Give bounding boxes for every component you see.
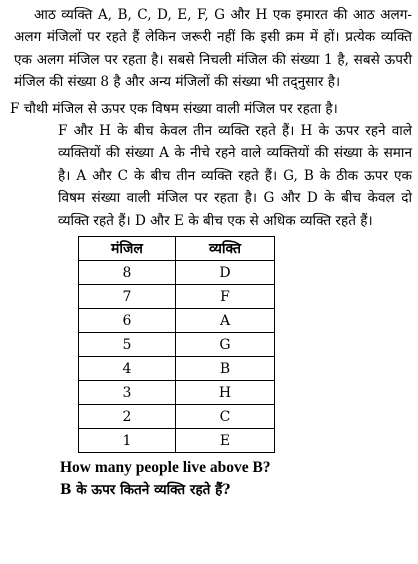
table-row — [79, 357, 275, 381]
person-cell: H — [176, 381, 275, 405]
floor-cell: 8 — [79, 261, 176, 285]
floor-cell: 4 — [79, 357, 176, 381]
condition-paragraph-2: F और H के बीच केवल तीन व्यक्ति रहते हैं। H के ऊपर रहने वाले व्यक्तियों की संख्या A के नीचे रहने वाले व्यक्तियों की संख्या के समान है। A और C के बीच तीन व्यक्ति रहते हैं। G, B के ठीक ऊपर एक विषम संख्या वाली मंजिल पर रहता है। G और D के बीच केवल दो व्यक्ति रहते हैं। D और E के बीच एक से अधिक व्यक्ति रहते हैं। — [58, 123, 412, 229]
table-row — [79, 261, 275, 285]
table-header-row — [79, 237, 275, 261]
person-cell: A — [176, 309, 275, 333]
floor-column-header: मंजिल — [79, 237, 176, 261]
floor-table — [78, 236, 275, 453]
intro-paragraph: आठ व्यक्ति A, B, C, D, E, F, G और H एक इमारत की आठ अलग-अलग मंजिलों पर रहते हैं लेकिन जरूरी नहीं कि इसी क्रम में हों। प्रत्येक व्यक्ति एक अलग मंजिल पर रहता है। सबसे निचली मंजिल की संख्या 1 है, सबसे ऊपरी मंजिल की संख्या 8 है और अन्य मंजिलों की संख्या भी तद्नुसार है। — [14, 7, 412, 91]
person-cell: C — [176, 405, 275, 429]
table-row — [79, 429, 275, 453]
person-cell: F — [176, 285, 275, 309]
floor-cell: 3 — [79, 381, 176, 405]
table-row — [79, 405, 275, 429]
floor-cell: 5 — [79, 333, 176, 357]
question-hindi: B के ऊपर कितने व्यक्ति रहते हैं? — [60, 482, 231, 499]
person-cell: D — [176, 261, 275, 285]
person-cell: B — [176, 357, 275, 381]
person-cell: E — [176, 429, 275, 453]
floor-cell: 2 — [79, 405, 176, 429]
table-row — [79, 285, 275, 309]
person-cell: G — [176, 333, 275, 357]
condition-paragraph-1: F चौथी मंजिल से ऊपर एक विषम संख्या वाली मंजिल पर रहता है। — [10, 100, 338, 117]
floor-cell: 1 — [79, 429, 176, 453]
table-row — [79, 309, 275, 333]
question-english: How many people live above B? — [60, 459, 271, 477]
table-row — [79, 333, 275, 357]
table-row — [79, 381, 275, 405]
floor-cell: 6 — [79, 309, 176, 333]
floor-cell: 7 — [79, 285, 176, 309]
person-column-header: व्यक्ति — [176, 237, 275, 261]
